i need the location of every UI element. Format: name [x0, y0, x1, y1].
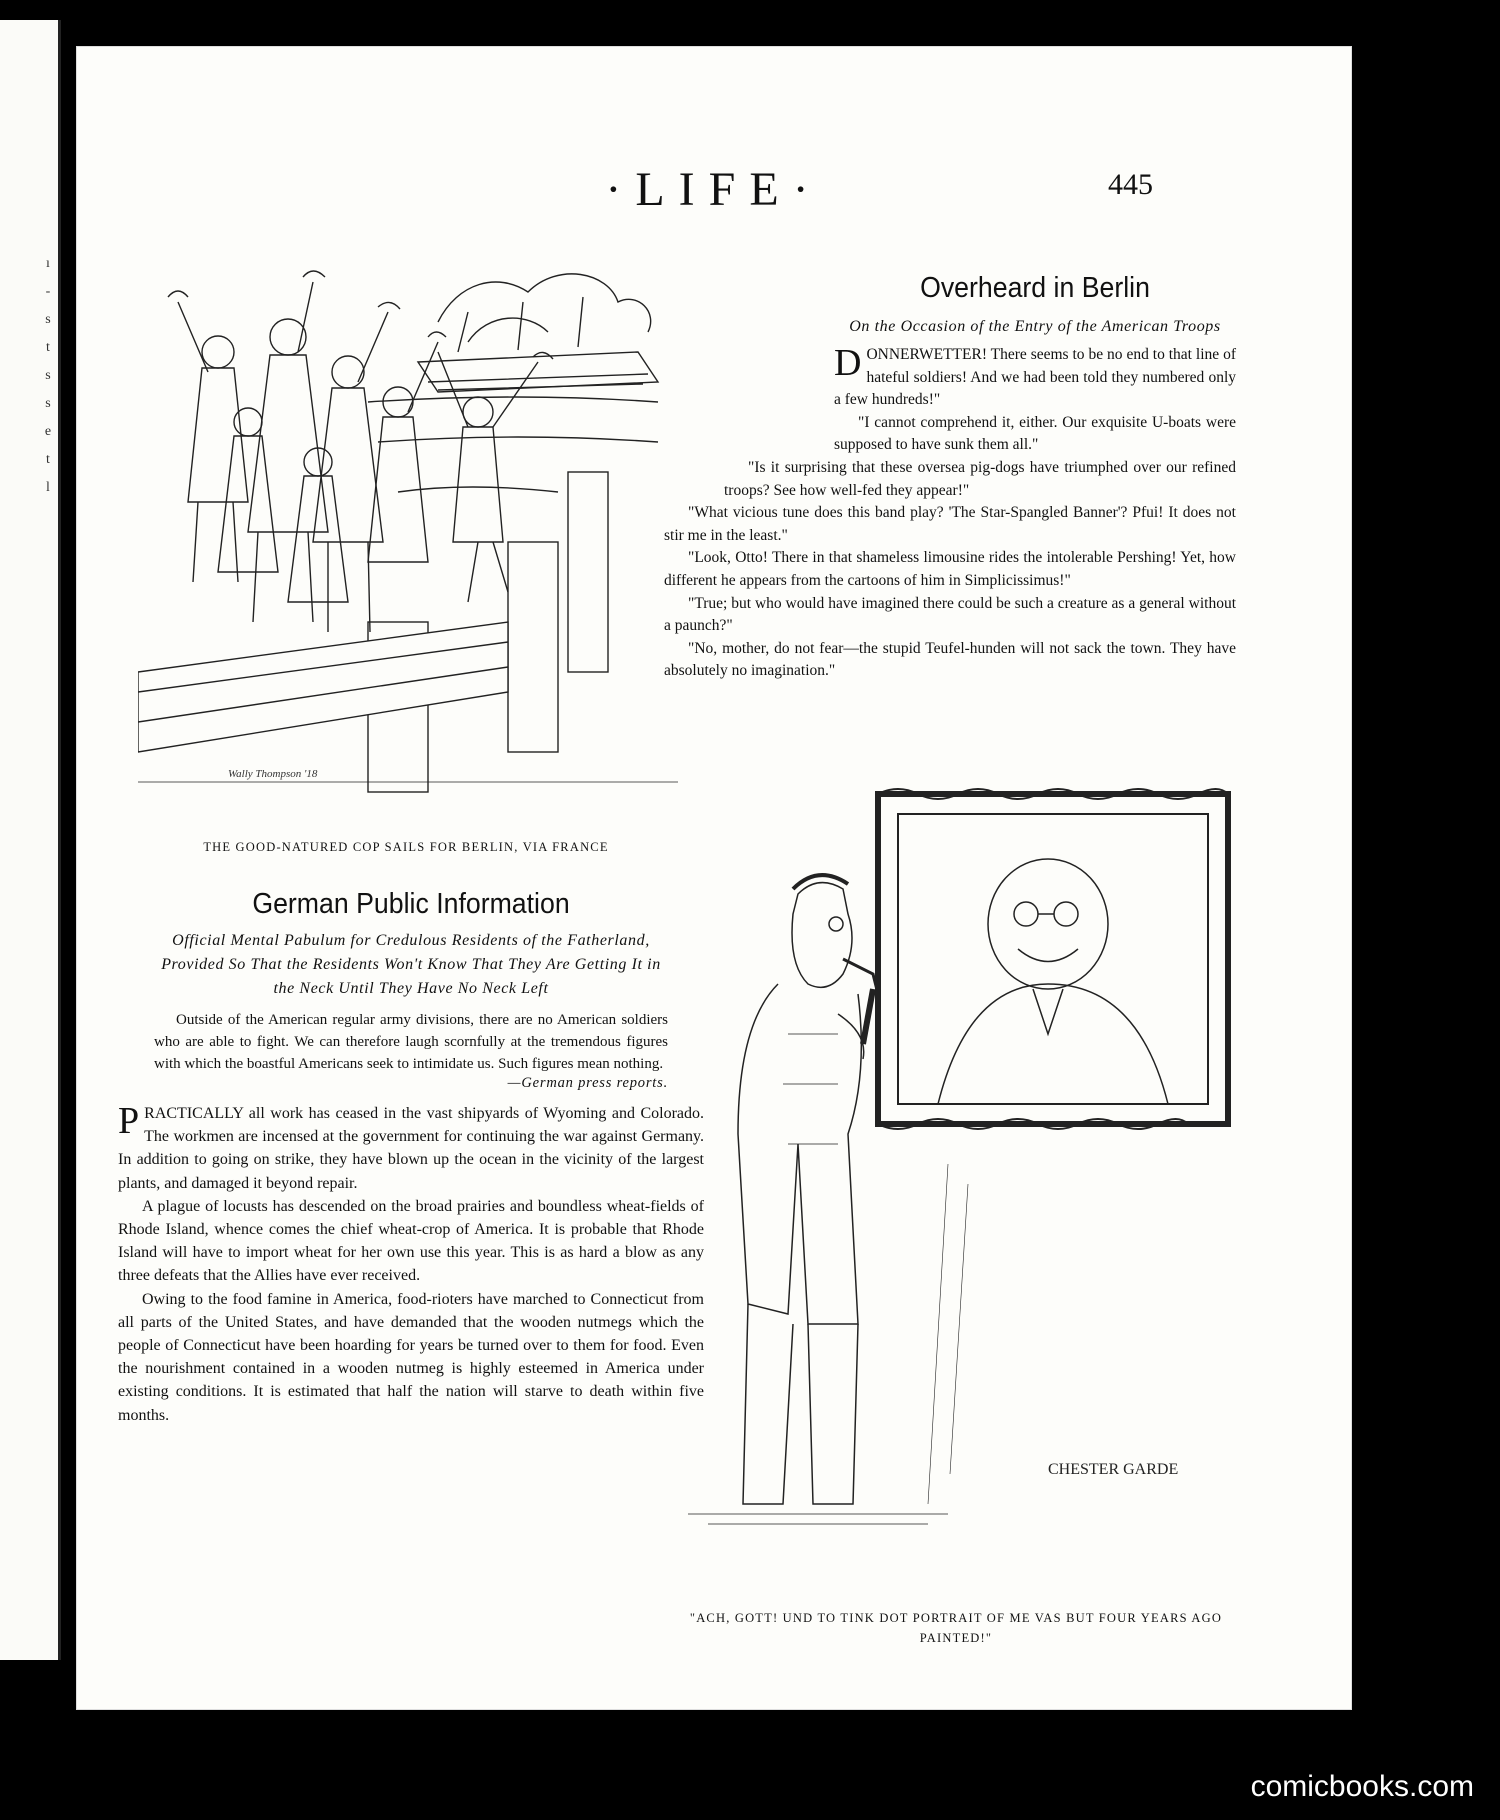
illustration-2-signature: CHESTER GARDE — [1048, 1461, 1179, 1478]
pier-crowd-illustration — [138, 242, 678, 802]
magazine-page — [76, 46, 1352, 1710]
illustration-1-caption: THE GOOD-NATURED COP SAILS FOR BERLIN, VIA FRANCE — [203, 840, 609, 854]
article-1-subtitle: On the Occasion of the Entry of the American Troops — [849, 318, 1221, 335]
article-2-subtitle: Official Mental Pabulum for Credulous Residents of the Fatherland, Provided So That the Residents Won't Know That They Are Getting It in the Neck Until They Have No Neck Left — [161, 932, 661, 997]
page-number: 445 — [1108, 168, 1153, 201]
article-german-public-information — [118, 888, 704, 1427]
portrait-illustration — [688, 784, 1248, 1564]
article-1-paragraph: "Look, Otto! There in that shameless limousine rides the intolerable Pershing! Yet, how different he appears from the cartoons of him in Simplicissimus!" — [664, 549, 1236, 589]
article-2-title: German Public Information — [252, 888, 570, 920]
dropcap-d: D — [834, 342, 862, 384]
watermark-text: comicbooks.com — [1250, 1770, 1474, 1803]
article-1-paragraph: DONNERWETTER! There seems to be no end to that line of hateful soldiers! And we had been told they numbered only a few hundreds!" — [834, 342, 1236, 409]
article-1-paragraph: "What vicious tune does this band play? 'The Star-Spangled Banner'? Pfui! It does not stir me in the least." — [664, 504, 1236, 544]
previous-page-text: ı - s t s s e t l — [44, 256, 52, 495]
previous-page-edge — [0, 20, 61, 1660]
press-quote: Outside of the American regular army divisions, there are no American soldiers who are able to fight. We can therefore laugh scornfully at the tremendous figures with which the boastful Americans seek to intimidate us. Such figures mean nothing. — [154, 1012, 668, 1072]
illustration-1-signature: Wally Thompson '18 — [228, 768, 318, 780]
press-quote-attribution: —German press reports. — [507, 1075, 668, 1091]
article-1-paragraph: "No, mother, do not fear—the stupid Teufel-hunden will not sack the town. They have absolutely no imagination." — [664, 639, 1236, 680]
article-1-paragraph: "I cannot comprehend it, either. Our exquisite U-boats were supposed to have sunk them all." — [834, 413, 1236, 454]
masthead-title: ·LIFE· — [605, 163, 823, 216]
illustration-2-caption: "ACH, GOTT! UND TO TINK DOT PORTRAIT OF ME VAS BUT FOUR YEARS AGO PAINTED!" — [689, 1611, 1223, 1645]
article-2-paragraph: PRACTICALLY all work has ceased in the vast shipyards of Wyoming and Colorado. The workmen are incensed at the government for continuing the war against Germany. In addition to going on strike, they have blown up the ocean in the vicinity of the largest plants, and damaged it beyond repair. — [118, 1100, 704, 1192]
article-1-paragraph: "Is it surprising that these oversea pig-dogs have triumphed over our refined troops? See how well-fed they appear!" — [724, 458, 1236, 499]
article-2-paragraph: Owing to the food famine in America, food-rioters have marched to Connecticut from all parts of the United States, and have demanded that the wooden nutmegs which the people of Connecticut have been hoarding for years be turned over to them for food. Even the nourishment contained in a wooden nutmeg is highly esteemed in America under existing conditions. It is estimated that half the nation will starve to death within five months. — [118, 1290, 704, 1424]
dropcap-p: P — [118, 1100, 140, 1142]
article-1-title: Overheard in Berlin — [920, 272, 1150, 304]
article-2-paragraph: A plague of locusts has descended on the broad prairies and boundless wheat-fields of Rhode Island, whence comes the chief wheat-crop of America. It is probable that Rhode Island will have to import wheat for her own use this year. This is as hard a blow as any three defeats that the Allies have ever received. — [118, 1197, 704, 1285]
article-overheard-in-berlin — [664, 272, 1236, 683]
article-1-paragraph: "True; but who would have imagined there could be such a creature as a general without a paunch?" — [664, 594, 1236, 635]
